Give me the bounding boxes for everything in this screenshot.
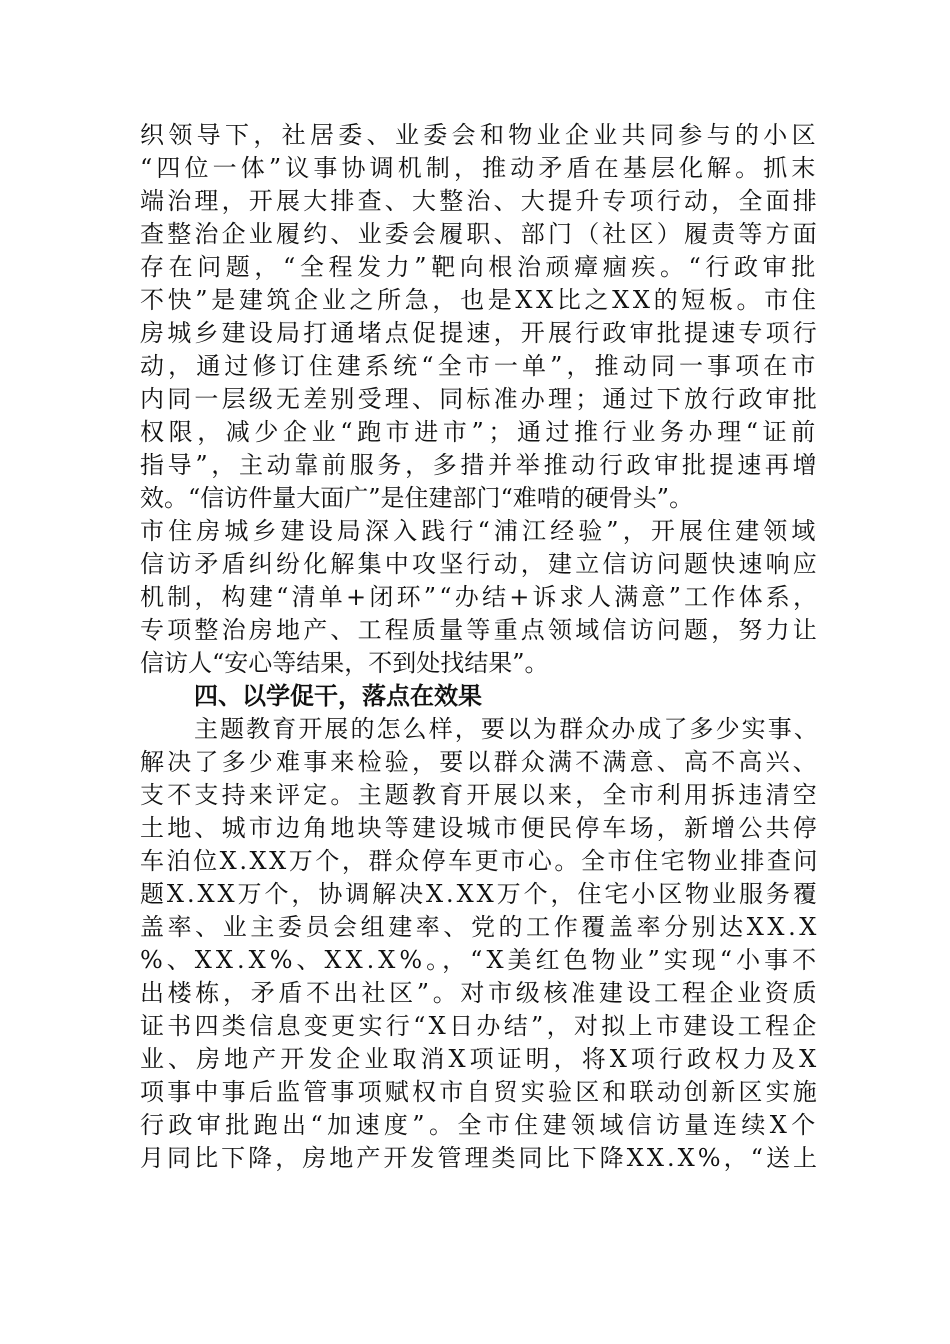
text-line: “四位一体”议事协调机制，推动矛盾在基层化解。抓末 (140, 154, 820, 182)
text-line: 证书四类信息变更实行“X日办结”，对拟上市建设工程企 (140, 1012, 820, 1040)
text-line: 织领导下，社居委、业委会和物业企业共同参与的小区 (140, 121, 820, 149)
text-line: 存在问题，“全程发力”靶向根治顽瘴痼疾。“行政审批 (140, 253, 820, 281)
text-line: 权限，减少企业“跑市进市”；通过推行业务办理“证前 (140, 418, 820, 446)
text-line: 车泊位X.XX万个，群众停车更市心。全市住宅物业排查问 (140, 847, 821, 875)
text-line: 内同一层级无差别受理、同标准办理；通过下放行政审批 (140, 385, 820, 413)
text-line: 查整治企业履约、业委会履职、部门（社区）履责等方面 (140, 220, 820, 248)
text-line: 端治理，开展大排查、大整治、大提升专项行动，全面排 (140, 187, 820, 215)
text-line: 出楼栋，矛盾不出社区”。对市级核准建设工程企业资质 (140, 979, 821, 1007)
text-line: 效。“信访件量大面广”是住建部门“难啃的硬骨头”。 (140, 484, 694, 512)
section-heading: 四、以学促干，落点在效果 (194, 682, 482, 710)
text-line: 项事中事后监管事项赋权市自贸实验区和联动创新区实施 (140, 1078, 820, 1106)
text-line: 主题教育开展的怎么样，要以为群众办成了多少实事、 (194, 715, 820, 743)
text-line: 行政审批跑出“加速度”。全市住建领域信访量连续X个 (140, 1111, 820, 1139)
text-line: 房城乡建设局打通堵点促提速，开展行政审批提速专项行 (140, 319, 820, 347)
text-line: 不快”是建筑企业之所急，也是XX比之XX的短板。市住 (140, 286, 820, 314)
text-line: 题X.XX万个，协调解决X.XX万个，住宅小区物业服务覆 (140, 880, 820, 908)
text-line: 解决了多少难事来检验，要以群众满不满意、高不高兴、 (140, 748, 820, 776)
text-line: 支不支持来评定。主题教育开展以来，全市利用拆违清空 (140, 781, 820, 809)
text-line: 机制，构建“清单+闭环”“办结+诉求人满意”工作体系， (140, 583, 821, 611)
text-line: 信访矛盾纠纷化解集中攻坚行动，建立信访问题快速响应 (140, 550, 820, 578)
text-line: 月同比下降，房地产开发管理类同比下降XX.X%，“送上 (140, 1144, 821, 1172)
text-line: 市住房城乡建设局深入践行“浦江经验”，开展住建领域 (140, 517, 820, 545)
text-line: 土地、城市边角地块等建设城市便民停车场，新增公共停 (140, 814, 820, 842)
text-line: 动，通过修订住建系统“全市一单”，推动同一事项在市 (140, 352, 820, 380)
text-line: 指导”，主动靠前服务，多措并举推动行政审批提速再增 (140, 451, 821, 479)
text-line: %、XX.X%、XX.X%。，“X美红色物业”实现“小事不 (140, 946, 821, 974)
text-line: 业、房地产开发企业取消X项证明，将X项行政权力及X (140, 1045, 821, 1073)
document-body (140, 0, 820, 1344)
text-line: 信访人“安心等结果，不到处找结果”。 (140, 649, 549, 677)
text-line: 盖率、业主委员会组建率、党的工作覆盖率分别达XX.X (140, 913, 820, 941)
text-line: 专项整治房地产、工程质量等重点领域信访问题，努力让 (140, 616, 820, 644)
